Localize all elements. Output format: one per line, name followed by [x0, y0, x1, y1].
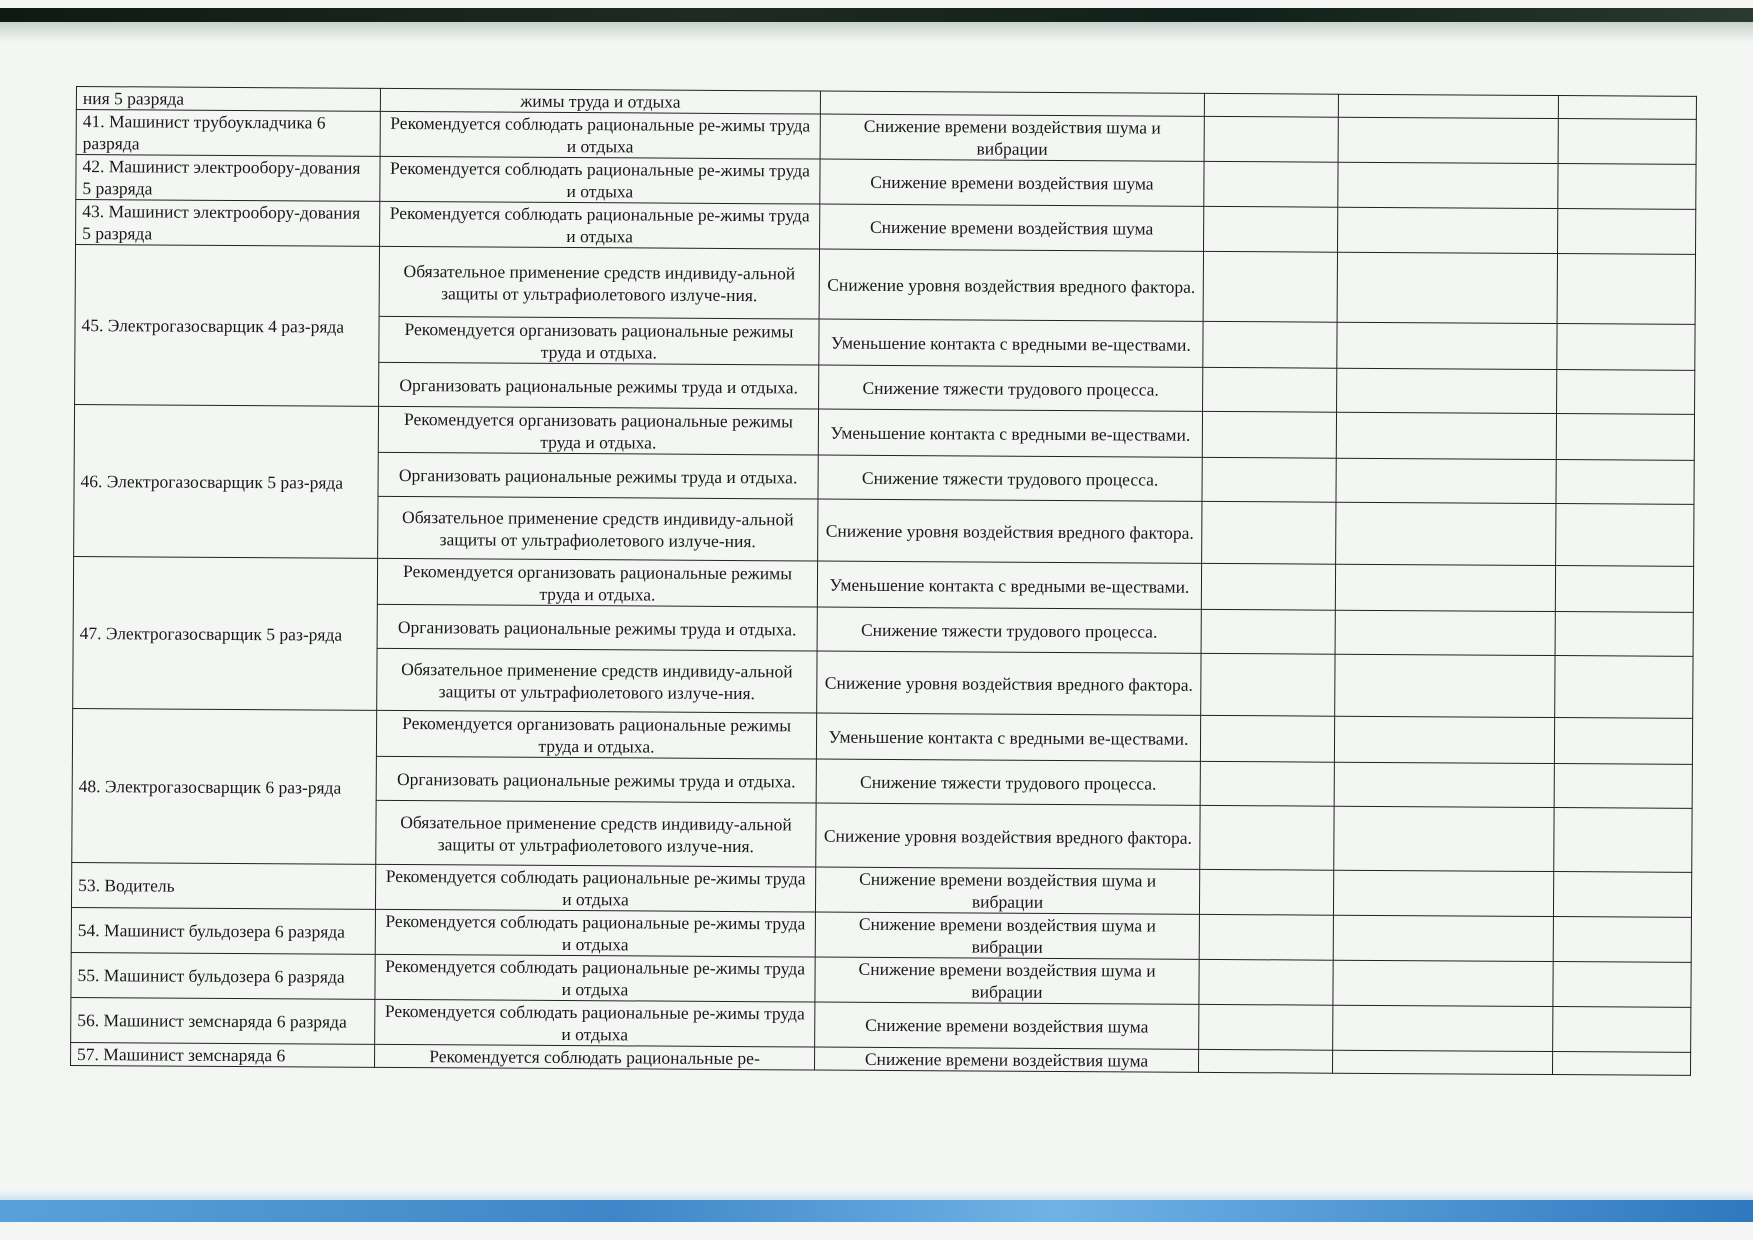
empty-cell: [1200, 715, 1334, 762]
empty-cell: [1334, 716, 1554, 763]
empty-cell: [1554, 718, 1692, 765]
empty-cell: [1558, 164, 1696, 210]
goal-cell: Снижение времени воздействия шума и вибрации: [815, 957, 1199, 1004]
empty-cell: [1202, 501, 1336, 564]
empty-cell: [1333, 915, 1553, 961]
empty-cell: [1336, 458, 1556, 503]
measures-table: [70, 86, 1697, 1076]
empty-cell: [1338, 162, 1558, 208]
empty-cell: [1338, 207, 1558, 253]
goal-cell: Снижение тяжести трудового процесса.: [816, 759, 1200, 805]
empty-cell: [1334, 806, 1554, 871]
empty-cell: [1333, 870, 1553, 916]
goal-cell: Уменьшение контакта с вредными ве-ществами.: [818, 409, 1202, 457]
profession-cell: 43. Машинист электрообору-дования 5 разряда: [76, 200, 380, 247]
empty-cell: [1201, 563, 1335, 610]
empty-cell: [1557, 324, 1695, 371]
goal-cell: Снижение уровня воздействия вредного фактора.: [816, 803, 1200, 869]
profession-cell: 54. Машинист бульдозера 6 разряда: [71, 907, 375, 954]
goal-cell: Снижение тяжести трудового процесса.: [818, 455, 1202, 501]
empty-cell: [1335, 610, 1555, 655]
measure-cell: Рекомендуется организовать рациональные режимы труда и отдыха.: [378, 406, 818, 455]
measure-cell: Рекомендуется организовать рациональные режимы труда и отдыха.: [377, 558, 817, 607]
empty-cell: [1204, 116, 1338, 162]
empty-cell: [1199, 1004, 1333, 1050]
empty-cell: [1202, 411, 1336, 458]
measure-cell: Рекомендуется соблюдать рациональные ре-жимы труда и отдыха: [375, 999, 815, 1047]
goal-cell: Уменьшение контакта с вредными ве-ществами.: [817, 561, 1201, 609]
empty-cell: [1334, 762, 1554, 807]
measure-cell: Рекомендуется соблюдать рациональные ре-жимы труда и отдыха: [375, 864, 815, 912]
empty-cell: [1557, 254, 1695, 325]
empty-cell: [1556, 414, 1694, 461]
empty-cell: [1332, 1050, 1552, 1074]
scan-top-edge: [0, 8, 1753, 22]
empty-cell: [1553, 962, 1691, 1008]
goal-cell: Снижение уровня воздействия вредного фактора.: [817, 651, 1201, 715]
profession-cell: 55. Машинист бульдозера 6 разряда: [71, 952, 375, 999]
goal-cell: Снижение времени воздействия шума: [820, 204, 1204, 251]
measure-cell: жимы труда и отдыха: [380, 88, 820, 114]
empty-cell: [1204, 161, 1338, 207]
empty-cell: [1553, 1007, 1691, 1053]
empty-cell: [1199, 869, 1333, 915]
measure-cell: Обязательное применение средств индивиду-альной защиты от ультрафиолетового излуче-ния.: [378, 496, 818, 561]
empty-cell: [1336, 412, 1556, 459]
measure-cell: Организовать рациональные режимы труда и отдыха.: [378, 452, 818, 499]
measure-cell: Организовать рациональные режимы труда и отдыха.: [377, 604, 817, 651]
empty-cell: [1203, 367, 1337, 412]
scan-top-shadow: [0, 22, 1753, 42]
empty-cell: [1200, 805, 1334, 870]
empty-cell: [1203, 251, 1337, 322]
empty-cell: [1556, 460, 1694, 505]
empty-cell: [1333, 1005, 1553, 1051]
empty-cell: [1338, 94, 1558, 118]
measure-cell: Рекомендуется организовать рациональные режимы труда и отдыха.: [376, 710, 816, 759]
measure-cell: Рекомендуется соблюдать рациональные ре-жимы труда и отдыха: [375, 954, 815, 1002]
table-row: [75, 245, 1695, 325]
empty-cell: [1558, 119, 1696, 165]
empty-cell: [1202, 457, 1336, 502]
empty-cell: [1199, 959, 1333, 1005]
scan-bottom-shadow: [0, 1190, 1753, 1200]
profession-cell: 47. Электрогазосварщик 5 раз-ряда: [73, 556, 378, 710]
empty-cell: [1201, 653, 1335, 716]
measure-cell: Обязательное применение средств индивиду-альной защиты от ультрафиолетового излуче-ния.: [379, 246, 819, 319]
goal-cell: Снижение уровня воздействия вредного фактора.: [818, 499, 1202, 563]
goal-cell: Уменьшение контакта с вредными ве-ществами.: [819, 319, 1203, 367]
empty-cell: [1557, 370, 1695, 415]
measure-cell: Рекомендуется соблюдать рациональные ре-: [375, 1044, 815, 1070]
empty-cell: [1338, 117, 1558, 163]
empty-cell: [1337, 322, 1557, 369]
measure-cell: Обязательное применение средств индивиду-альной защиты от ультрафиолетового излуче-ния.: [377, 648, 817, 713]
measure-cell: Организовать рациональные режимы труда и отдыха.: [379, 362, 819, 409]
measure-cell: Рекомендуется соблюдать рациональные ре-жимы труда и отдыха: [380, 201, 820, 249]
goal-cell: Снижение времени воздействия шума: [815, 1047, 1199, 1072]
empty-cell: [1336, 502, 1556, 565]
goal-cell: Снижение времени воздействия шума: [820, 159, 1204, 206]
goal-cell: Уменьшение контакта с вредными ве-ществами.: [816, 713, 1200, 761]
empty-cell: [1335, 654, 1555, 717]
measure-cell: Рекомендуется организовать рациональные режимы труда и отдыха.: [379, 316, 819, 365]
measure-cell: Рекомендуется соблюдать рациональные ре-жимы труда и отдыха: [375, 909, 815, 957]
empty-cell: [1553, 917, 1691, 963]
profession-cell: 53. Водитель: [71, 862, 375, 909]
empty-cell: [1554, 764, 1692, 809]
measure-cell: Рекомендуется соблюдать рациональные ре-жимы труда и отдыха: [380, 156, 820, 204]
empty-cell: [1555, 656, 1693, 719]
goal-cell: Снижение тяжести трудового процесса.: [819, 365, 1203, 411]
empty-cell: [1558, 209, 1696, 255]
empty-cell: [1199, 914, 1333, 960]
empty-cell: [1553, 872, 1691, 918]
profession-cell: 45. Электрогазосварщик 4 раз-ряда: [75, 245, 380, 407]
empty-cell: [1337, 368, 1557, 413]
empty-cell: [1554, 808, 1692, 873]
profession-cell: 56. Машинист земснаряда 6 разряда: [71, 997, 375, 1044]
empty-cell: [1204, 93, 1338, 117]
profession-cell: ния 5 разряда: [76, 87, 380, 112]
empty-cell: [1335, 564, 1555, 611]
measure-cell: Обязательное применение средств индивиду-альной защиты от ультрафиолетового излуче-ния.: [376, 800, 816, 867]
profession-cell: 57. Машинист земснаряда 6: [71, 1042, 375, 1067]
empty-cell: [1200, 761, 1334, 806]
empty-cell: [1333, 960, 1553, 1006]
goal-cell: Снижение времени воздействия шума и вибрации: [815, 867, 1199, 914]
empty-cell: [1558, 96, 1696, 120]
table-row: [72, 708, 1692, 764]
empty-cell: [1555, 612, 1693, 657]
goal-cell: Снижение уровня воздействия вредного фактора.: [819, 249, 1203, 321]
empty-cell: [1201, 609, 1335, 654]
empty-cell: [1556, 504, 1694, 567]
goal-cell: Снижение времени воздействия шума: [815, 1002, 1199, 1049]
scan-bottom-edge: [0, 1200, 1753, 1222]
goal-cell: Снижение тяжести трудового процесса.: [817, 607, 1201, 653]
table-row: [74, 404, 1694, 460]
profession-cell: 46. Электрогазосварщик 5 раз-ряда: [74, 404, 379, 558]
empty-cell: [1555, 566, 1693, 613]
table-body: [71, 87, 1697, 1076]
empty-cell: [1337, 252, 1557, 323]
goal-cell: [820, 91, 1204, 116]
goal-cell: Снижение времени воздействия шума и вибрации: [815, 912, 1199, 959]
table-row: [73, 556, 1693, 612]
profession-cell: 41. Машинист трубоукладчика 6 разряда: [76, 110, 380, 157]
profession-cell: 48. Электрогазосварщик 6 раз-ряда: [72, 708, 377, 864]
empty-cell: [1203, 321, 1337, 368]
measure-cell: Рекомендуется соблюдать рациональные ре-жимы труда и отдыха: [380, 111, 820, 159]
goal-cell: Снижение времени воздействия шума и вибрации: [820, 114, 1204, 161]
measure-cell: Организовать рациональные режимы труда и отдыха.: [376, 756, 816, 803]
empty-cell: [1198, 1049, 1332, 1073]
profession-cell: 42. Машинист электрообору-дования 5 разряда: [76, 155, 380, 202]
empty-cell: [1552, 1052, 1690, 1076]
empty-cell: [1204, 206, 1338, 252]
